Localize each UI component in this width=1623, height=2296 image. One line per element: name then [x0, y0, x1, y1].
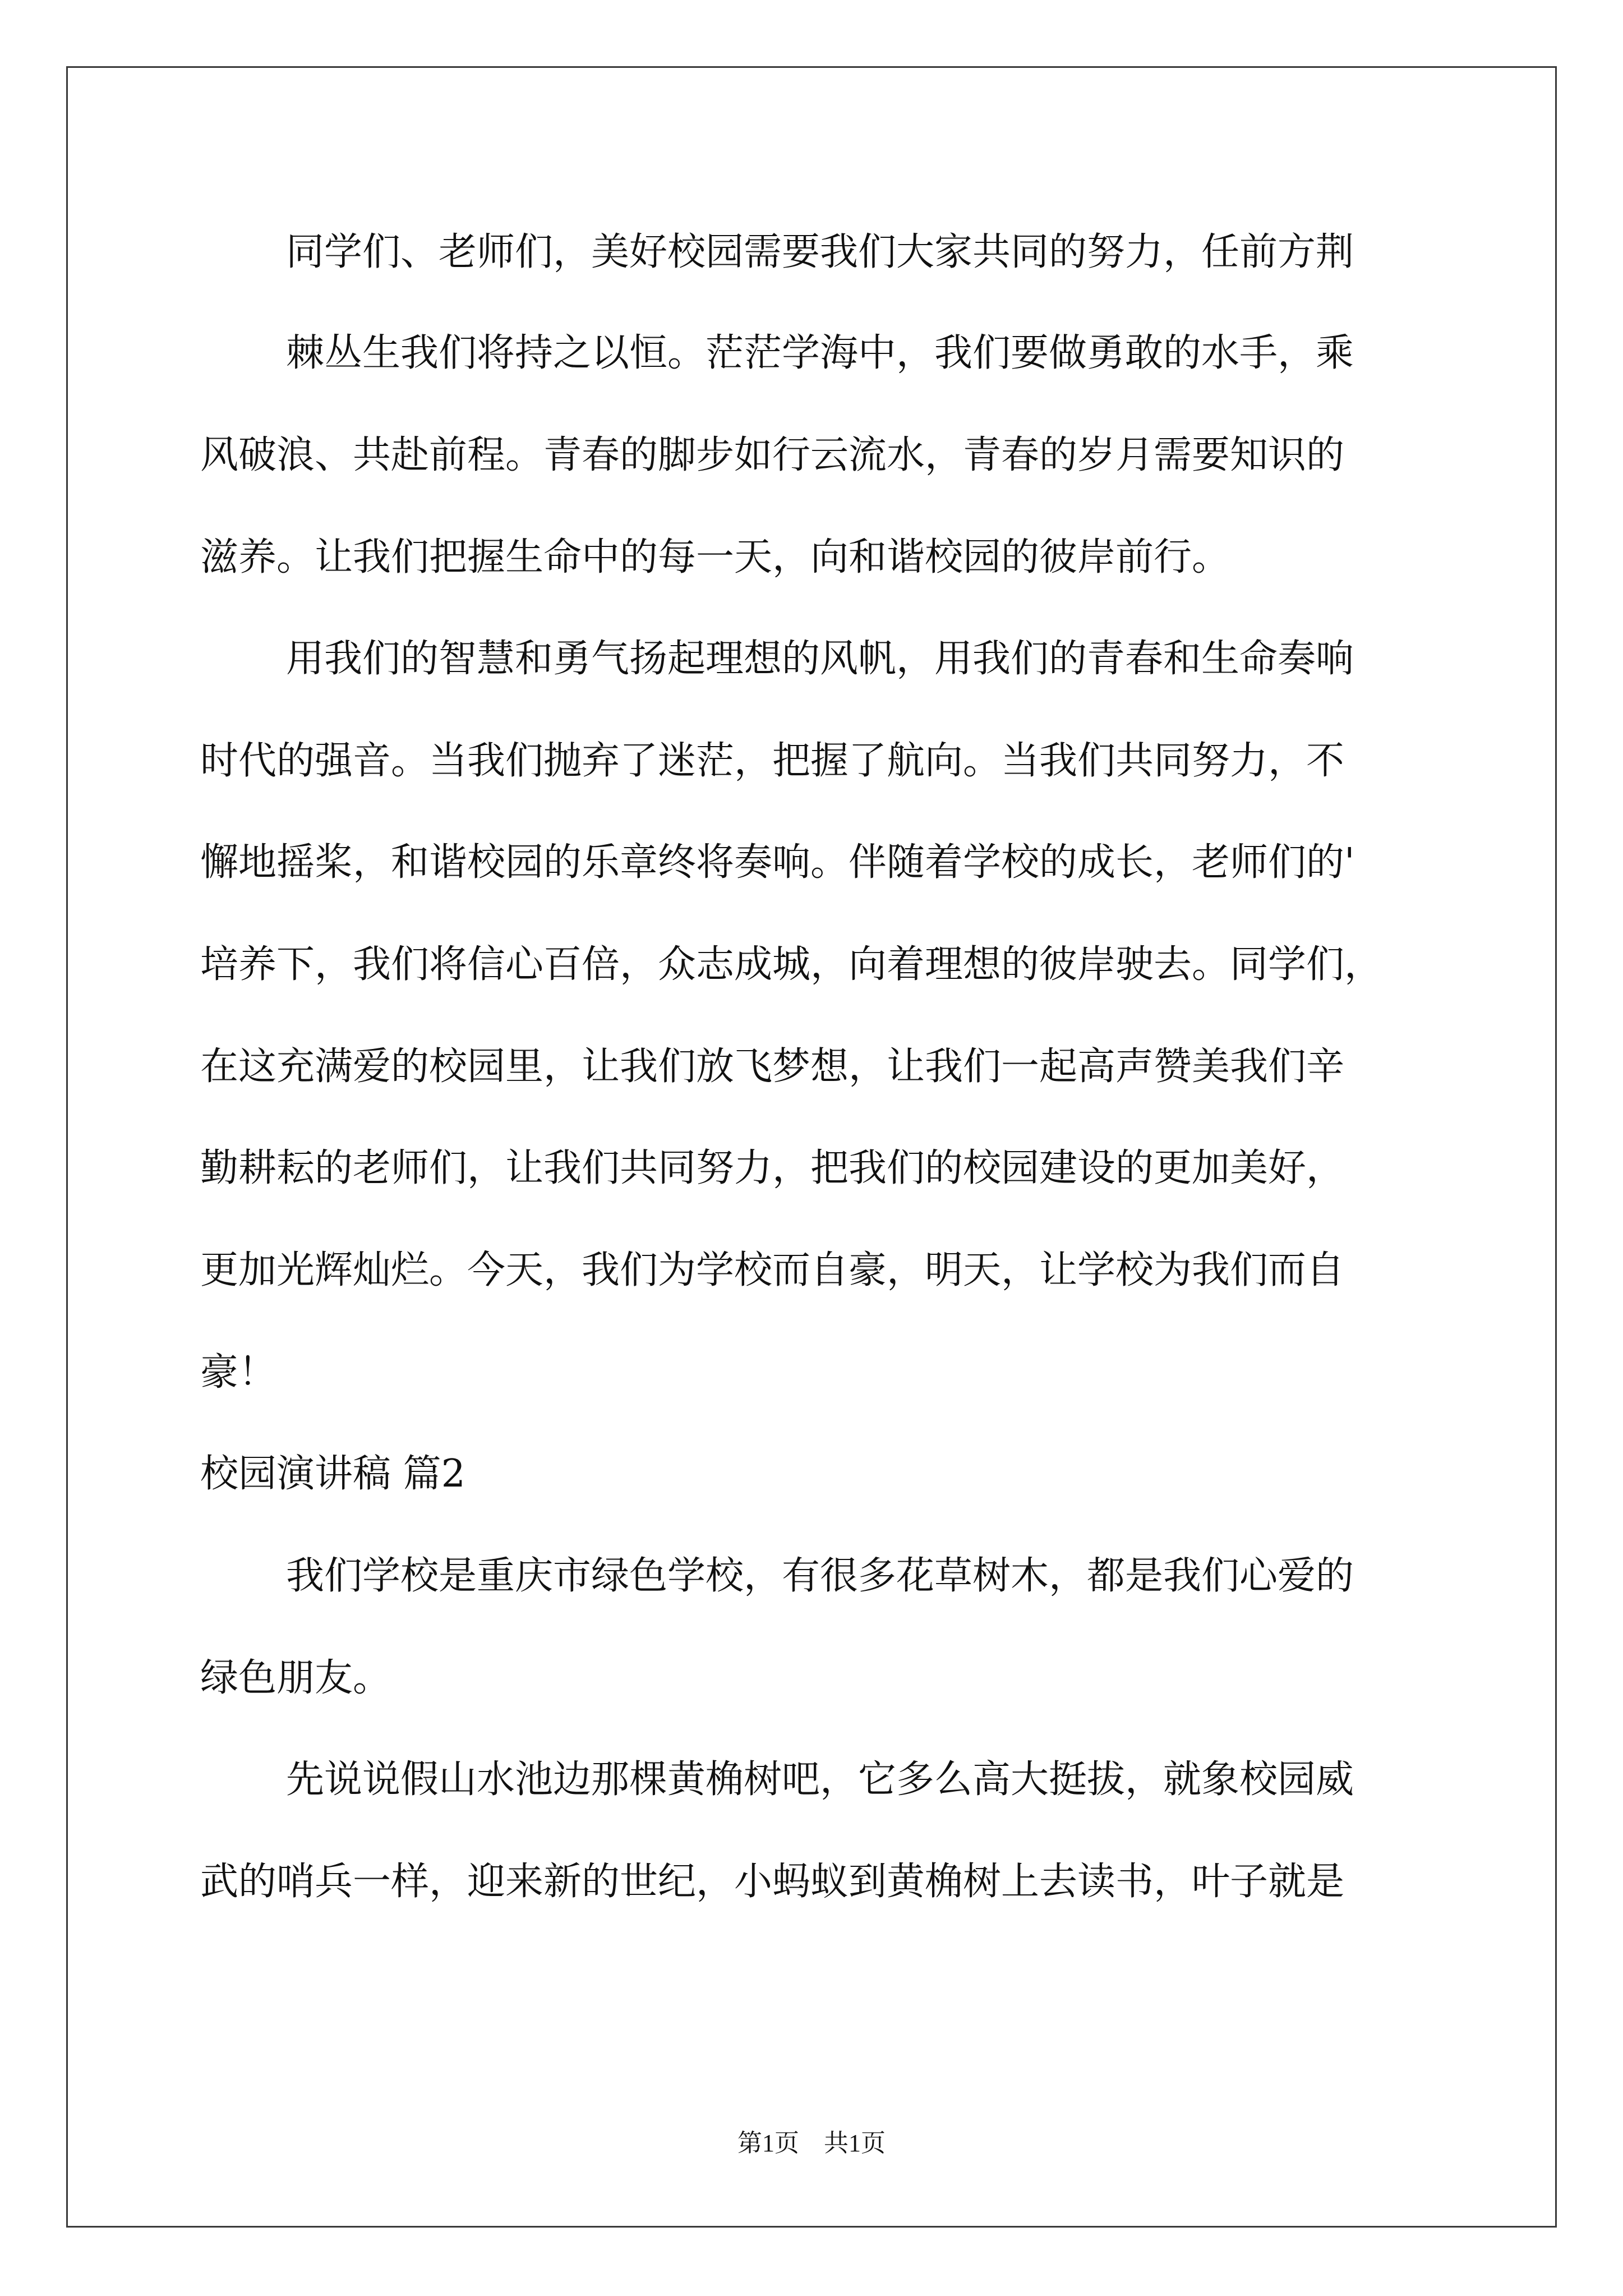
paragraph-line: 先说说假山水池边那棵黄桷树吧，它多么高大挺拔，就象校园威 — [286, 1757, 1354, 1802]
page-footer: 第1页 共1页 — [737, 2129, 886, 2157]
paragraph-line: 滋养。让我们把握生命中的每一天，向和谐校园的彼岸前行。 — [200, 535, 1230, 579]
paragraph-line: 勤耕耘的老师们，让我们共同努力，把我们的校园建设的更加美好， — [200, 1146, 1345, 1190]
paragraph-line: 时代的强音。当我们抛弃了迷茫，把握了航向。当我们共同努力，不 — [200, 739, 1345, 783]
paragraph-line: 用我们的智慧和勇气扬起理想的风帆，用我们的青春和生命奏响 — [286, 637, 1354, 681]
paragraph-line: 培养下，我们将信心百倍，众志成城，向着理想的彼岸驶去。同学们， — [200, 942, 1383, 987]
section-heading: 校园演讲稿 篇2 — [200, 1452, 465, 1496]
paragraph-line: 豪！ — [200, 1350, 277, 1395]
paragraph-line: 武的哨兵一样，迎来新的世纪，小蚂蚁到黄桷树上去读书，叶子就是 — [200, 1860, 1345, 1904]
paragraph-line: 我们学校是重庆市绿色学校，有很多花草树木，都是我们心爱的 — [286, 1554, 1354, 1598]
paragraph-line: 同学们、老师们，美好校园需要我们大家共同的努力，任前方荆 — [286, 230, 1354, 274]
paragraph-line: 更加光辉灿烂。今天，我们为学校而自豪，明天，让学校为我们而自 — [200, 1248, 1345, 1292]
paragraph-line: 棘丛生我们将持之以恒。茫茫学海中，我们要做勇敢的水手，乘 — [286, 331, 1354, 375]
paragraph-line: 风破浪、共赴前程。青春的脚步如行云流水，青春的岁月需要知识的 — [200, 433, 1345, 477]
paragraph-line: 在这充满爱的校园里，让我们放飞梦想，让我们一起高声赞美我们辛 — [200, 1045, 1345, 1089]
paragraph-line: 懈地摇桨，和谐校园的乐章终将奏响。伴随着学校的成长，老师们的' — [200, 840, 1355, 885]
paragraph-line: 绿色朋友。 — [200, 1656, 391, 1700]
